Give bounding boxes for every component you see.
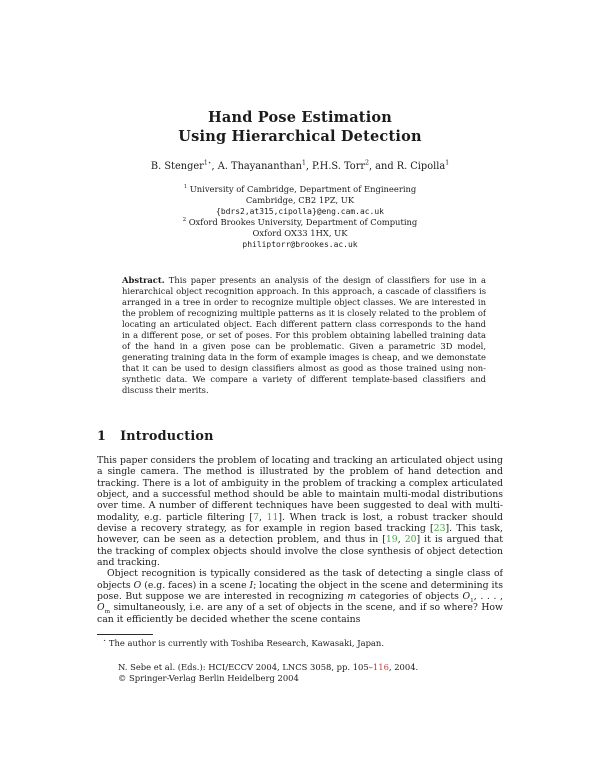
text-segment: , 2004.: [388, 662, 419, 672]
text-segment: Oxford OX33 1HX, UK: [252, 228, 348, 238]
text-segment: ⋆: [103, 638, 107, 645]
intro-paragraph-2: [97, 568, 503, 625]
text-segment: 1⋆: [203, 159, 212, 167]
page-range-link[interactable]: 116: [372, 662, 389, 672]
affiliation-block: [0, 184, 600, 250]
affiliation-line: [0, 217, 600, 228]
text-segment: © Springer-Verlag Berlin Heidelberg 2004: [118, 672, 299, 683]
section-number: 1: [97, 429, 107, 444]
footer-copyright-line: [118, 673, 508, 684]
affiliation-email: [0, 239, 600, 250]
abstract-text: This paper presents an analysis of the design of classifiers for use in a hierarchical object recognition approach. In this approach, a cascade of classifiers is arranged in a tree in order to recognize multiple object classes. We are interested in the problem of recognizing multiple patterns as it is closely related to the problem of locating an articulated object. Each different pattern class corresponds to the hand in a different pose, or set of poses. For this problem obtaining labelled training data of the hand in a given pose can be problematic. Given a parametric 3D model, generating training data in the form of example images is cheap, and we demonstate that it can be used to design classifiers almost as good as those trained using non-synthetic data. We compare a variety of different template-based classifiers and discuss their merits.: [122, 275, 486, 395]
text-segment: (e.g. faces) in a scene: [141, 579, 250, 591]
footer-editors-line: [118, 662, 508, 673]
text-segment: B. Stenger: [150, 161, 204, 172]
text-segment: N. Sebe et al. (Eds.): HCI/ECCV 2004, LNCS 3058, pp. 105–: [118, 662, 373, 672]
abstract-label: Abstract.: [122, 275, 165, 285]
paper-title: [0, 108, 600, 146]
text-segment: Cambridge, CB2 1PZ, UK: [245, 195, 355, 205]
text-segment: Object recognition is typically considered as the task of detecting a single class of objects: [97, 568, 503, 591]
text-segment: m: [347, 591, 357, 603]
text-segment: ] it is argued that the tracking of complex objects should involve the close synthesis of object detection and tracking.: [97, 534, 503, 569]
text-segment: , and R. Cipolla: [368, 161, 446, 172]
affiliation-email: [0, 206, 600, 217]
text-segment: University of Cambridge, Department of Engineering: [187, 184, 417, 194]
text-segment: 1: [445, 159, 450, 167]
text-segment: O: [97, 602, 105, 614]
text-segment: ,: [259, 511, 267, 523]
citation-link[interactable]: 23: [433, 523, 446, 535]
affiliation-line: [0, 195, 600, 206]
text-segment: {bdrs2,at315,cipolla}@eng.cam.ac.uk: [216, 207, 384, 216]
text-segment: This paper considers the problem of locating and tracking an articulated object using a single camera. The method is illustrated by the problem of hand detection and tracking. There is a lot of ambiguity in the problem of tracking a complex articulated object, and a successful method should be able to maintain multi-modal distributions over time. A number of different techniques have been suggested to deal with multi-modality, e.g. particle filtering [: [97, 455, 503, 523]
text-segment: , A. Thayananthan: [211, 161, 302, 172]
text-segment: Oxford Brookes University, Department of Computing: [186, 217, 418, 227]
text-segment: ,: [397, 534, 405, 546]
text-segment: 1: [470, 597, 474, 604]
paper-title-line1: Hand Pose Estimation: [207, 109, 393, 126]
text-segment: 2: [365, 159, 369, 167]
abstract: [122, 275, 486, 396]
text-segment: 1: [301, 159, 306, 167]
text-segment: ; locating the object in the scene and determining its pose. But suppose we are interested in recognizing: [97, 579, 503, 603]
text-segment: simultaneously, i.e. are any of a set of objects in the scene, and if so where? How can it efficiently be decided whether the scene contains: [97, 602, 503, 625]
introduction-text: [97, 455, 503, 625]
section-heading: [97, 429, 214, 444]
citation-link[interactable]: 7: [253, 511, 259, 523]
text-segment: ]. This task, however, can be seen as a detection problem, and thus in [: [97, 523, 503, 546]
text-segment: I: [249, 579, 254, 591]
affiliation-line: [0, 184, 600, 195]
text-segment: categories of objects: [356, 591, 463, 603]
affiliation-line: [0, 228, 600, 239]
page-footer: [118, 662, 508, 684]
text-segment: , P.H.S. Torr: [305, 161, 366, 172]
footnote-rule: [97, 634, 153, 635]
text-segment: 1: [183, 184, 188, 191]
authors-line: [0, 161, 600, 173]
footnote: [103, 638, 503, 649]
text-segment: philiptorr@brookes.ac.uk: [242, 240, 358, 249]
text-segment: O: [462, 591, 471, 603]
text-segment: The author is currently with Toshiba Research, Kawasaki, Japan.: [106, 638, 384, 648]
section-title: Introduction: [120, 429, 214, 444]
citation-link[interactable]: 11: [266, 511, 279, 523]
text-segment: ]. When track is lost, a robust tracker should devise a recovery strategy, as for example in region based tracking [: [97, 511, 503, 535]
text-segment: 2: [182, 217, 187, 224]
citation-link[interactable]: 19: [385, 534, 398, 546]
citation-link[interactable]: 20: [404, 534, 417, 546]
text-segment: m: [104, 609, 111, 616]
paper-title-line2: Using Hierarchical Detection: [178, 128, 422, 145]
intro-paragraph-1: [97, 455, 503, 568]
text-segment: O: [133, 579, 142, 591]
text-segment: , . . . ,: [473, 591, 503, 603]
